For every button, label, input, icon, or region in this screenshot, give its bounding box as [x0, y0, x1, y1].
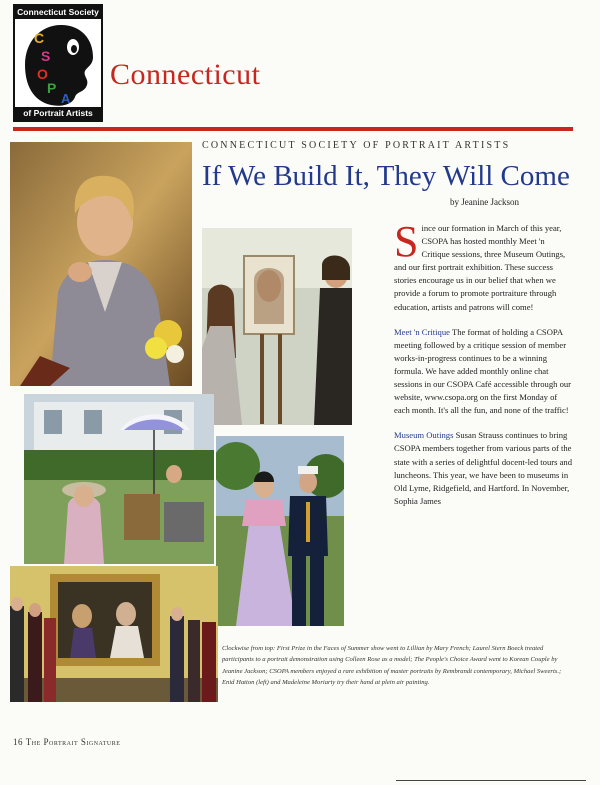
photo-portrait-demonstration — [202, 228, 352, 425]
section-heading: Museum Outings — [394, 430, 454, 441]
drop-cap: S — [394, 217, 419, 266]
palette-face-icon — [21, 21, 97, 109]
photo-caption: Clockwise from top: First Prize in the Faces of Summer show went to Lillian by Mary French; Laurel Stern Boeck treated participants to a portrait demonstration using Colleen Rose as a model; The People's Choice Award went to Korean Couple by Jeanine Jackson; CSOPA members enjoyed a rare exhibition of master portraits by Rembrandt contemporary, Michael Sweerts.; Enid Hatton (left) and Madeleine Moriarty try their hand at plein air painting. — [222, 645, 562, 687]
page-number: 16 — [13, 737, 23, 747]
section-text: The format of holding a CSOPA meeting followed by a critique session of member works-in-progress continues to be a winning formula. We have added monthly online chat sessions in our CSOPA Café accessible through our website, www.csopa.org on the first Monday of each month. It's all the fun, and none of the traffic! — [394, 326, 572, 416]
photo-korean-couple — [216, 436, 344, 626]
footer-rule — [396, 780, 586, 781]
photo-lillian-portrait — [10, 142, 192, 386]
photo-plein-air-painting — [24, 394, 214, 564]
logo-letter-o: O — [37, 66, 48, 82]
section-heading: Meet 'n Critique — [394, 326, 450, 337]
article-body — [394, 217, 574, 520]
organization-line: CONNECTICUT SOCIETY OF PORTRAIT ARTISTS — [202, 140, 511, 151]
csopa-logo — [13, 4, 103, 122]
logo-letter-s: S — [41, 48, 51, 64]
photo-museum-exhibition — [10, 566, 218, 702]
section-text: Susan Strauss continues to bring CSOPA members together from various parts of the state with a series of delightful docent-led tours and luncheons. This year, we have been to museums in Old Lyme, Ridgefield, and Hartford. In November, Sophia James — [394, 430, 573, 506]
region-title: Connecticut — [110, 58, 261, 91]
page-footer — [13, 737, 120, 747]
intro-paragraph — [394, 217, 574, 314]
logo-letter-p: P — [47, 80, 57, 96]
logo-bottom-text: of Portrait Artists — [15, 107, 101, 120]
intro-text: ince our formation in March of this year, CSOPA has hosted monthly Meet 'n Critique sessions, three Museum Outings, and our first portrait exhibition. These success stories encourage us in our belief that when we provide a forum to promote portraiture through education, artists and patrons will come! — [394, 223, 566, 312]
logo-top-text: Connecticut Society — [15, 6, 101, 19]
article-headline: If We Build It, They Will Come — [202, 160, 570, 192]
logo-letter-a: A — [61, 91, 71, 106]
section-museum-outings — [394, 429, 574, 508]
publication-name: The Portrait Signature — [25, 737, 121, 747]
section-meet-n-critique — [394, 326, 574, 418]
logo-letter-c: C — [34, 30, 45, 46]
article-byline: by Jeanine Jackson — [450, 197, 519, 207]
header-divider — [13, 127, 573, 131]
